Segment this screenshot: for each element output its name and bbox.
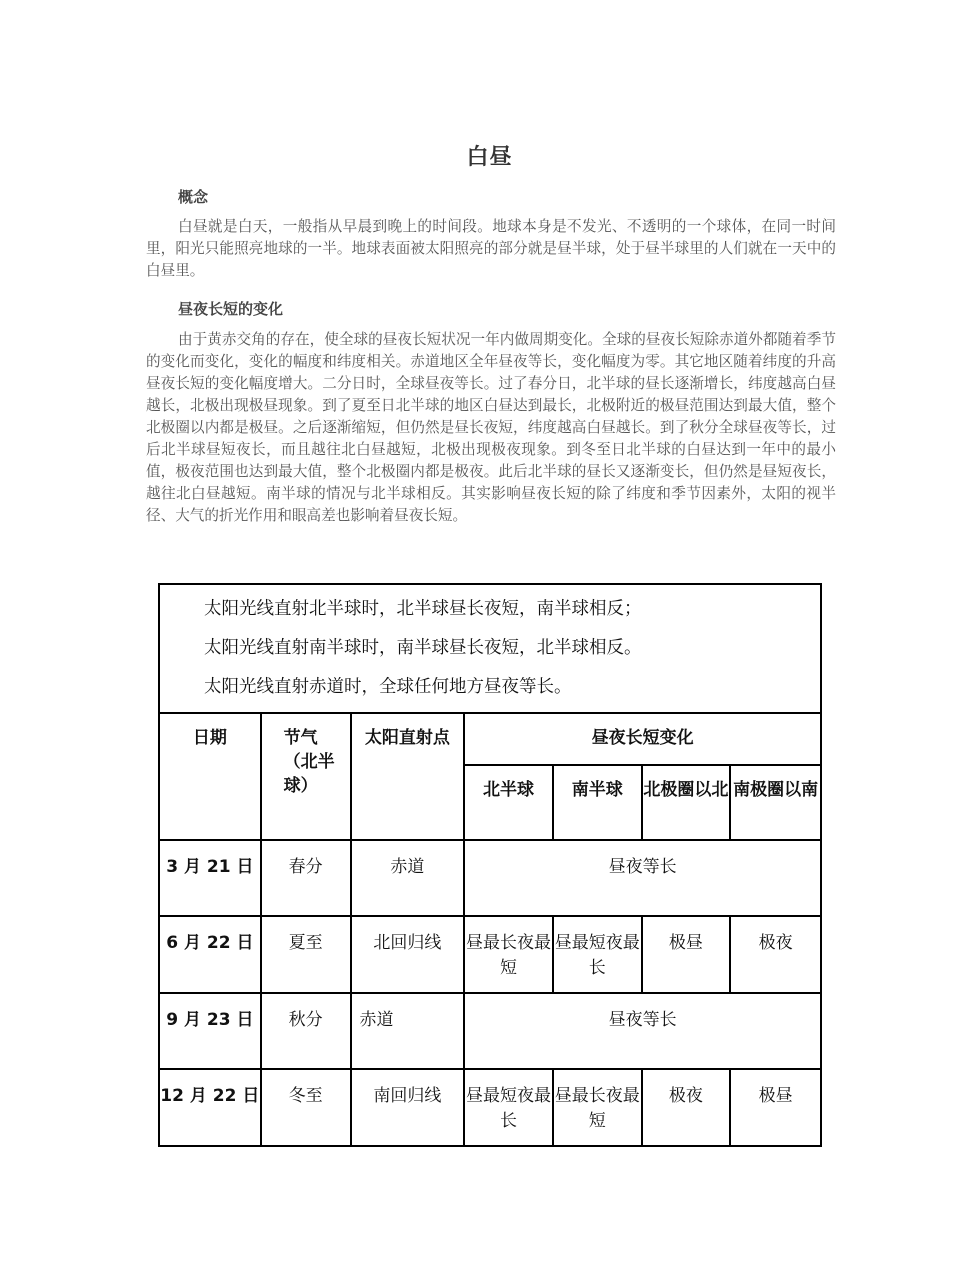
header-antarctic: 南极圈以南 (730, 765, 821, 840)
table-row (159, 993, 821, 1069)
row-direct-point: 南回归线 (351, 1069, 465, 1146)
row-south-value: 昼最短夜最长 (553, 916, 642, 993)
row-antarctic-value: 极昼 (730, 1069, 821, 1146)
row-north-value: 昼最短夜最长 (464, 1069, 553, 1146)
intro-line: 太阳光线直射南半球时，南半球昼长夜短，北半球相反。 (204, 638, 642, 658)
row-merged-value: 昼夜等长 (464, 993, 821, 1069)
row-merged-value: 昼夜等长 (464, 840, 821, 916)
row-north-value: 昼最长夜最短 (464, 916, 553, 993)
section-heading-day-night-change: 昼夜长短的变化 (178, 300, 284, 318)
header-day-night-change: 昼夜长短变化 (464, 713, 821, 765)
row-solar-term: 夏至 (261, 916, 351, 993)
table-row (159, 840, 821, 916)
section-heading-concept: 概念 (178, 188, 209, 206)
row-direct-point: 赤道 (351, 993, 465, 1069)
section-body-concept: 白昼就是白天，一般指从早晨到晚上的时间段。地球本身是不发光、不透明的一个球体，在同一时间里，阳光只能照亮地球的一半。地球表面被太阳照亮的部分就是昼半球，处于昼半球里的人们就在一天中的白昼里。 (146, 218, 836, 279)
table-intro-cell (159, 584, 821, 713)
header-date: 日期 (159, 713, 261, 840)
row-solar-term: 冬至 (261, 1069, 351, 1146)
header-arctic: 北极圈以北 (642, 765, 731, 840)
header-north-hemisphere: 北半球 (464, 765, 553, 840)
solstice-equinox-table (158, 583, 822, 1147)
section-body-day-night-change: 由于黄赤交角的存在，使全球的昼夜长短状况一年内做周期变化。全球的昼夜长短除赤道外都随着季节的变化而变化，变化的幅度和纬度相关。赤道地区全年昼夜等长，变化幅度为零。其它地区随着纬度的升高昼夜长短的变化幅度增大。二分日时，全球昼夜等长。过了春分日，北半球的昼长逐渐增长，纬度越高白昼越长，北极出现极昼现象。到了夏至日北半球的地区白昼达到最长，北极附近的极昼范围达到最大值，整个北极圈以内都是极昼。之后逐渐缩短，但仍然是昼长夜短，纬度越高白昼越长。到了秋分全球昼夜等长，过后北半球昼短夜长，而且越往北白昼越短，北极出现极夜现象。到冬至日北半球的白昼达到一年中的最小值，极夜范围也达到最大值，整个北极圈内都是极夜。此后北半球的昼长又逐渐变长，但仍然是昼短夜长，越往北白昼越短。南半球的情况与北半球相反。其实影响昼夜长短的除了纬度和季节因素外，太阳的视半径、大气的折光作用和眼高差也影响着昼夜长短。 (146, 331, 836, 524)
page-title: 白昼 (466, 144, 513, 170)
table-row (159, 916, 821, 993)
row-date: 3 月 21 日 (159, 840, 261, 916)
row-date: 6 月 22 日 (159, 916, 261, 993)
row-direct-point: 赤道 (351, 840, 465, 916)
intro-line: 太阳光线直射赤道时，全球任何地方昼夜等长。 (204, 677, 572, 697)
row-solar-term: 秋分 (261, 993, 351, 1069)
row-direct-point: 北回归线 (351, 916, 465, 993)
row-antarctic-value: 极夜 (730, 916, 821, 993)
header-direct-point: 太阳直射点 (351, 713, 465, 840)
header-solar-term: 节气（北半球） (261, 713, 351, 840)
header-south-hemisphere: 南半球 (553, 765, 642, 840)
row-arctic-value: 极昼 (642, 916, 731, 993)
row-arctic-value: 极夜 (642, 1069, 731, 1146)
row-date: 9 月 23 日 (159, 993, 261, 1069)
row-south-value: 昼最长夜最短 (553, 1069, 642, 1146)
row-date: 12 月 22 日 (159, 1069, 261, 1146)
table-header-row (159, 713, 821, 765)
table-row (159, 1069, 821, 1146)
table-intro-row (159, 584, 821, 713)
intro-line: 太阳光线直射北半球时，北半球昼长夜短，南半球相反； (204, 599, 642, 619)
row-solar-term: 春分 (261, 840, 351, 916)
